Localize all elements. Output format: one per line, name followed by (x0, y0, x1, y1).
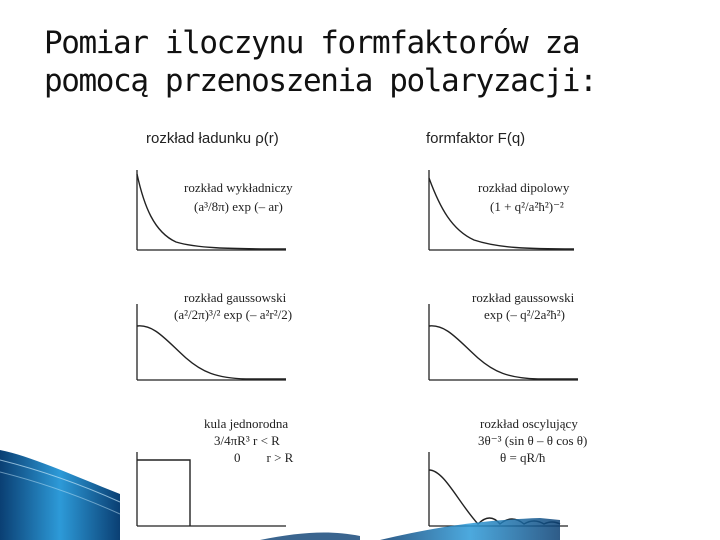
panel-formula: 3θ⁻³ (sin θ – θ cos θ) (478, 433, 588, 448)
form-factor-figure (120, 120, 610, 540)
panel-formula: (a³/8π) exp (– ar) (194, 199, 283, 214)
panel-title: rozkład gaussowski (472, 290, 575, 305)
panel-gaussian-charge (136, 290, 306, 380)
exponential-curve (137, 174, 286, 249)
gaussian-form-plot (428, 290, 598, 380)
panel-formula: 3/4πR³ r < R (214, 433, 280, 448)
panel-formula: (1 + q²/a²ħ²)⁻² (490, 199, 564, 214)
dipole-plot (428, 166, 598, 256)
panel-gaussian-form (428, 290, 598, 380)
panel-title: rozkład oscylujący (480, 416, 578, 431)
slide-title-line-1: Pomiar iloczynu formfaktorów za (44, 25, 580, 61)
panel-title: kula jednorodna (204, 416, 289, 431)
panel-exponential (136, 166, 306, 256)
panel-formula-2: θ = qR/ħ (500, 450, 546, 465)
step-curve (137, 460, 190, 526)
panel-dipole (428, 166, 598, 256)
panel-formula-2: 0 r > R (234, 450, 294, 465)
oscillating-curve (429, 470, 560, 524)
panel-title: rozkład gaussowski (184, 290, 287, 305)
slide-title (44, 24, 704, 100)
charge-distribution-header: rozkład ładunku ρ(r) (146, 130, 279, 147)
form-factor-header: formfaktor F(q) (426, 130, 526, 147)
gaussian-curve (137, 326, 286, 379)
exponential-plot (136, 166, 306, 256)
panel-title: rozkład dipolowy (478, 180, 570, 195)
slide-title-line-2: pomocą przenoszenia polaryzacji: (44, 63, 597, 99)
gaussian-curve (429, 326, 578, 379)
panel-oscillating (428, 416, 598, 526)
panel-formula: (a²/2π)³/² exp (– a²r²/2) (174, 307, 293, 322)
ribbon-left-shape (0, 450, 120, 540)
panel-title: rozkład wykładniczy (184, 180, 293, 195)
panel-formula: exp (– q²/2a²ħ²) (484, 307, 566, 322)
uniform-sphere-plot (136, 416, 306, 526)
oscillating-plot (428, 416, 598, 526)
dipole-curve (429, 178, 574, 249)
gaussian-charge-plot (136, 290, 306, 380)
panel-uniform-sphere (136, 416, 306, 526)
